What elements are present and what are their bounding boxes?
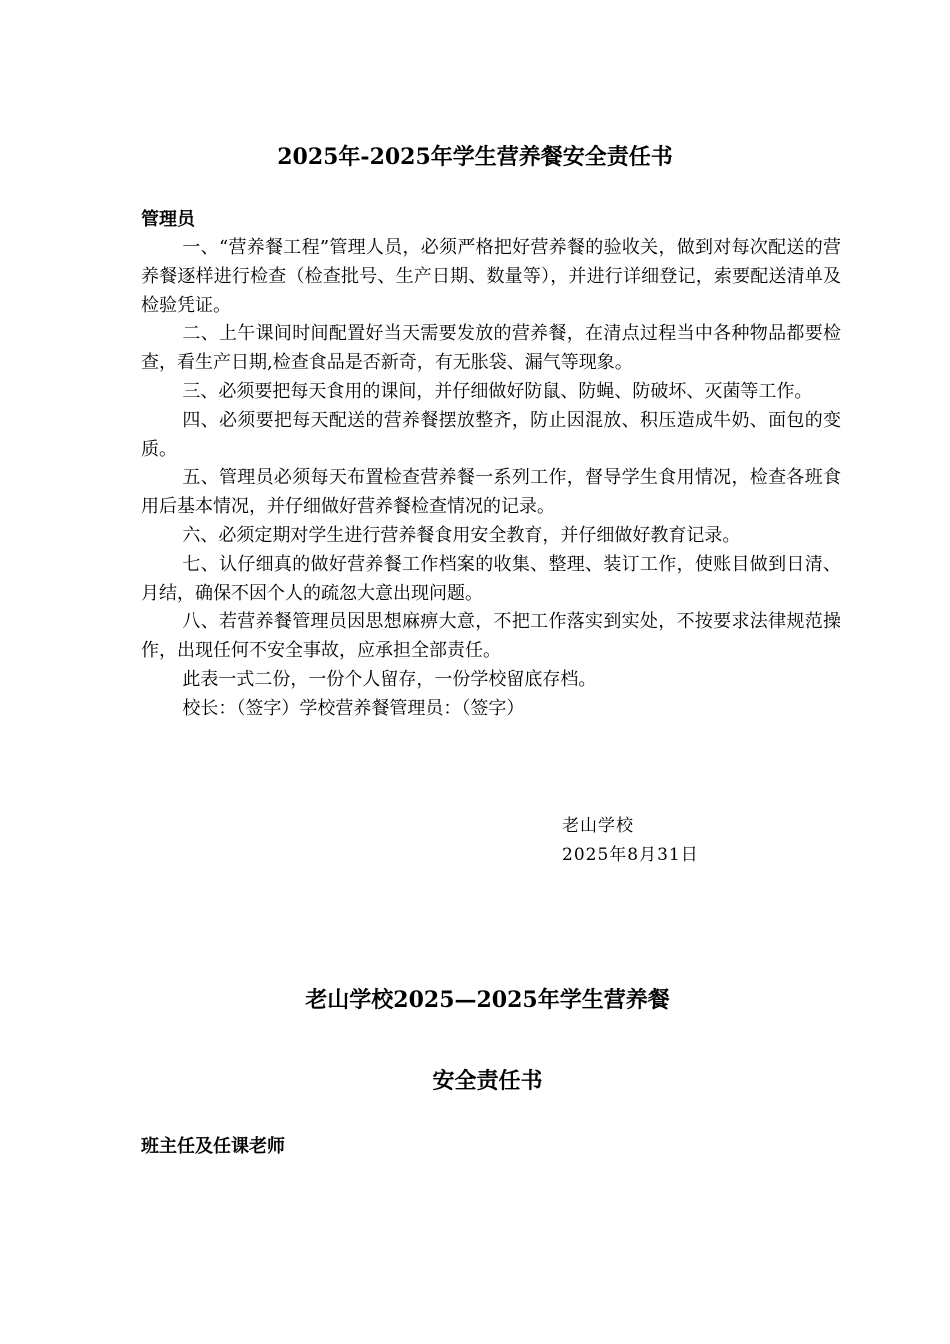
second-document-title: 老山学校2025—2025年学生营养餐 — [305, 987, 670, 1013]
paragraph-6: 六、必须定期对学生进行营养餐食用安全教育，并仔细做好教育记录。 — [182, 524, 741, 546]
paragraph-1: 一、“营养餐工程”管理人员，必须严格把好营养餐的验收关，做到对每次配送的营养餐逐样进行检查（检查批号、生产日期、数量等），并进行详细登记，索要配送清单及检验凭证。 — [141, 237, 841, 316]
signature-line: 校长：（签字）学校营养餐管理员：（签字） — [182, 697, 525, 719]
copies-note: 此表一式二份，一份个人留存，一份学校留底存档。 — [182, 668, 597, 690]
signature-block — [562, 812, 699, 870]
section-label-teachers: 班主任及任课老师 — [141, 1136, 285, 1157]
document-date: 2025年8月31日 — [562, 845, 699, 865]
paragraph-7: 七、认仔细真的做好营养餐工作档案的收集、整理、装订工作，使账目做到日清、月结，确保不因个人的疏忽大意出现问题。 — [141, 553, 841, 604]
paragraph-4: 四、必须要把每天配送的营养餐摆放整齐，防止因混放、积压造成牛奶、面包的变质。 — [141, 409, 841, 460]
school-name: 老山学校 — [562, 816, 634, 836]
second-document-subtitle: 安全责任书 — [432, 1068, 543, 1094]
paragraph-2: 二、上午课间时间配置好当天需要发放的营养餐，在清点过程当中各种物品都要检查，看生产日期,检查食品是否新奇，有无胀袋、漏气等现象。 — [141, 323, 841, 374]
paragraph-3: 三、必须要把每天食用的课间，并仔细做好防鼠、防蝇、防破坏、灭菌等工作。 — [182, 380, 813, 402]
section-label-manager: 管理员 — [141, 209, 195, 230]
paragraph-5: 五、管理员必须每天布置检查营养餐一系列工作，督导学生食用情况，检查各班食用后基本情况，并仔细做好营养餐检查情况的记录。 — [141, 467, 841, 518]
responsibility-body — [141, 234, 841, 724]
document-title: 2025年-2025年学生营养餐安全责任书 — [277, 144, 673, 170]
paragraph-8: 八、若营养餐管理员因思想麻痹大意，不把工作落实到实处，不按要求法律规范操作，出现任何不安全事故，应承担全部责任。 — [141, 611, 841, 662]
